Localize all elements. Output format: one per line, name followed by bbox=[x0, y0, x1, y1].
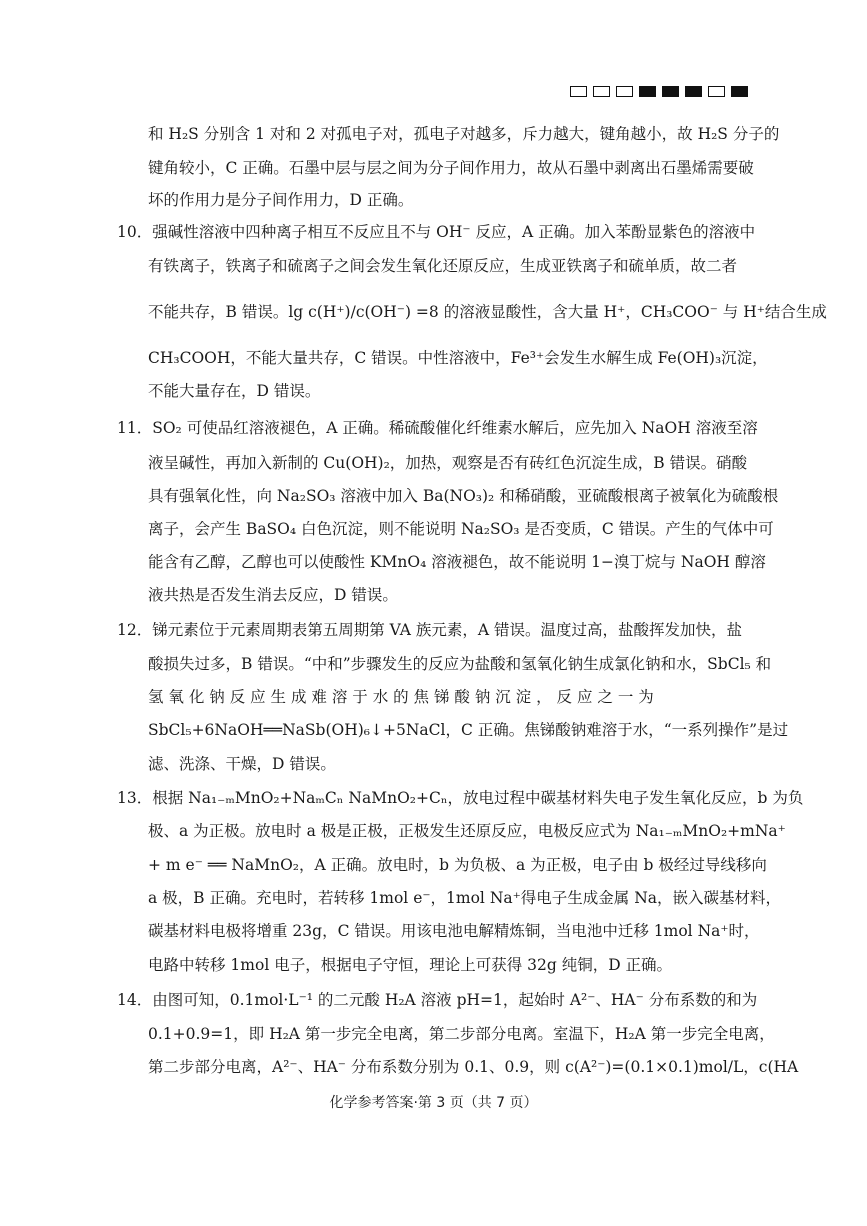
text-line: 键角较小，C 正确。石墨中层与层之间为分子间作用力，故从石墨中剥离出石墨烯需要破 bbox=[148, 159, 754, 177]
text-line: 液共热是否发生消去反应，D 错误。 bbox=[148, 586, 398, 604]
header-mark bbox=[685, 86, 702, 97]
text-line: 和 H₂S 分别含 1 对和 2 对孤电子对，孤电子对越多，斥力越大，键角越小，故 H₂S 分子的 bbox=[148, 125, 780, 143]
text-line: SbCl₅+6NaOH══NaSb(OH)₆↓+5NaCl，C 正确。焦锑酸钠难溶于水，“一系列操作”是过 bbox=[148, 721, 789, 739]
text-line: 电路中转移 1mol 电子，根据电子守恒，理论上可获得 32g 纯铜，D 正确。 bbox=[148, 956, 673, 974]
text-line: 具有强氧化性，向 Na₂SO₃ 溶液中加入 Ba(NO₃)₂ 和稀硝酸，亚硫酸根离子被氧化为硫酸根 bbox=[148, 487, 779, 505]
text-line: 坏的作用力是分子间作用力，D 正确。 bbox=[148, 191, 414, 209]
text-line: 不能共存，B 错误。lg c(H⁺)/c(OH⁻) =8 的溶液显酸性，含大量 H⁺，CH₃COO⁻ 与 H⁺结合生成 bbox=[148, 303, 827, 321]
header-mark bbox=[616, 86, 633, 97]
header-mark bbox=[570, 86, 587, 97]
text-line: 13．根据 Na₁₋ₘMnO₂+NaₘCₙ NaMnO₂+Cₙ，放电过程中碳基材料失电子发生氧化反应，b 为负 bbox=[117, 789, 804, 807]
text-line: CH₃COOH，不能大量共存，C 错误。中性溶液中，Fe³⁺会发生水解生成 Fe(OH)₃沉淀， bbox=[148, 349, 768, 367]
text-line: 第二步部分电离，A²⁻、HA⁻ 分布系数分别为 0.1、0.9，则 c(A²⁻)=(0.1×0.1)mol/L，c(HA bbox=[148, 1058, 799, 1076]
text-line: 离子，会产生 BaSO₄ 白色沉淀，则不能说明 Na₂SO₃ 是否变质，C 错误。产生的气体中可 bbox=[148, 520, 774, 538]
page-footer: 化学参考答案·第 3 页（共 7 页） bbox=[329, 1095, 538, 1111]
header-mark bbox=[639, 86, 656, 97]
text-line: 12．锑元素位于元素周期表第五周期第 VA 族元素，A 错误。温度过高，盐酸挥发加快，盐 bbox=[117, 621, 743, 639]
text-line: 14．由图可知，0.1mol·L⁻¹ 的二元酸 H₂A 溶液 pH=1，起始时 A²⁻、HA⁻ 分布系数的和为 bbox=[117, 991, 758, 1009]
text-line: 有铁离子，铁离子和硫离子之间会发生氧化还原反应，生成亚铁离子和硫单质，故二者 bbox=[148, 257, 738, 275]
header-mark bbox=[708, 86, 725, 97]
text-line: 不能大量存在，D 错误。 bbox=[148, 382, 321, 400]
text-line: 0.1+0.9=1，即 H₂A 第一步完全电离，第二步部分电离。室温下，H₂A 第一步完全电离， bbox=[148, 1025, 775, 1043]
text-line: 极、a 为正极。放电时 a 极是正极，正极发生还原反应，电极反应式为 Na₁₋ₘMnO₂+mNa⁺ bbox=[148, 822, 786, 840]
text-line: 液呈碱性，再加入新制的 Cu(OH)₂，加热，观察是否有砖红色沉淀生成，B 错误。硝酸 bbox=[148, 454, 748, 472]
text-line: 碳基材料电极将增重 23g，C 错误。用该电池电解精炼铜，当电池中迁移 1mol Na⁺时， bbox=[148, 922, 760, 940]
text-line: 能含有乙醇，乙醇也可以使酸性 KMnO₄ 溶液褪色，故不能说明 1−溴丁烷与 NaOH 醇溶 bbox=[148, 553, 766, 571]
text-line: 酸损失过多，B 错误。“中和”步骤发生的反应为盐酸和氢氧化钠生成氯化钠和水，SbCl₅ 和 bbox=[148, 655, 772, 673]
header-mark bbox=[731, 86, 748, 97]
header-marks bbox=[570, 86, 748, 97]
header-mark bbox=[662, 86, 679, 97]
text-line: 氢 氧 化 钠 反 应 生 成 难 溶 于 水 的 焦 锑 酸 钠 沉 淀 ， 反 应 之 一 为 bbox=[148, 688, 654, 706]
text-line: 11．SO₂ 可使品红溶液褪色，A 正确。稀硫酸催化纤维素水解后，应先加入 NaOH 溶液至溶 bbox=[117, 419, 758, 437]
text-line: a 极，B 正确。充电时，若转移 1mol e⁻，1mol Na⁺得电子生成金属 Na，嵌入碳基材料， bbox=[148, 889, 782, 907]
text-line: + m e⁻ ══ NaMnO₂，A 正确。放电时，b 为负极、a 为正极，电子由 b 极经过导线移向 bbox=[148, 856, 767, 874]
text-line: 滤、洗涤、干燥，D 错误。 bbox=[148, 755, 336, 773]
header-mark bbox=[593, 86, 610, 97]
text-line: 10．强碱性溶液中四种离子相互不反应且不与 OH⁻ 反应，A 正确。加入苯酚显紫色的溶液中 bbox=[117, 223, 756, 241]
